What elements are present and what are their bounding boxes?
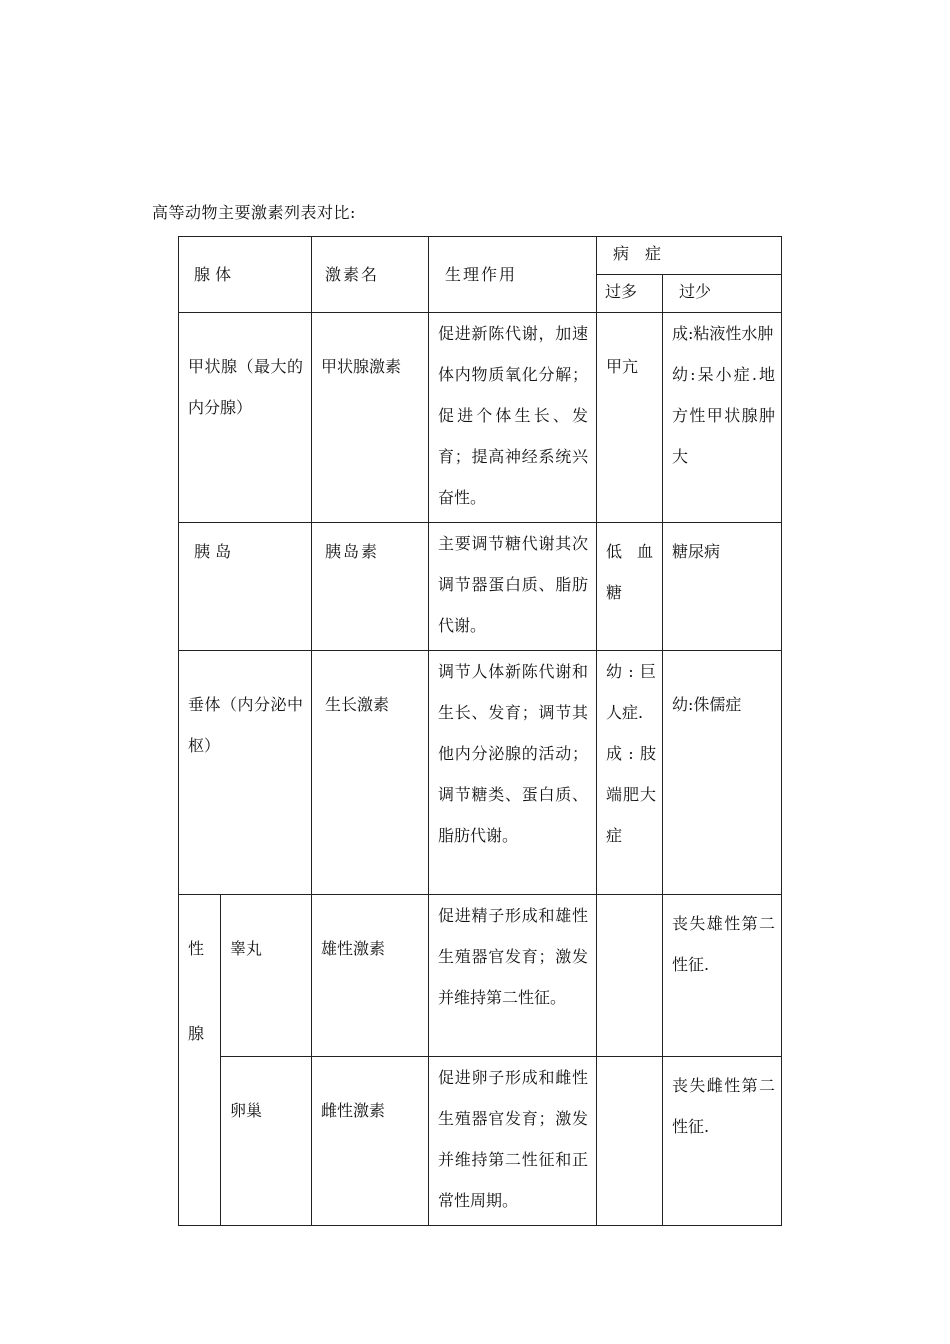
- islet-excess: 低血糖: [606, 542, 658, 602]
- thyroid-excess-cell: [597, 313, 663, 523]
- gonad-group-char-2: 腺: [188, 1024, 205, 1043]
- testis-gland-cell: [221, 895, 312, 1057]
- ovary-function: 促进卵子形成和雌性生殖器官发育；激发并维持第二性征和正常性周期。: [438, 1068, 588, 1210]
- hormone-table: [178, 236, 782, 1226]
- header-deficiency-cell: [663, 275, 782, 313]
- islet-function: 主要调节糖代谢其次调节器蛋白质、脂肪代谢。: [438, 534, 588, 635]
- testis-excess-cell: [597, 895, 663, 1057]
- testis-excess: [597, 895, 662, 903]
- pituitary-gland: 垂体（内分泌中枢）: [188, 695, 303, 755]
- pituitary-function: 调节人体新陈代谢和生长、发育；调节其他内分泌腺的活动；调节糖类、蛋白质、脂肪代谢。: [438, 662, 588, 845]
- testis-function: 促进精子形成和雄性生殖器官发育；激发并维持第二性征。: [438, 906, 588, 1007]
- header-disease-cell: [597, 237, 782, 275]
- gonad-group-label: [179, 895, 220, 1058]
- thyroid-deficiency-child: 幼:呆小症.地方性甲状腺肿大: [672, 365, 776, 466]
- testis-hormone: 雄性激素: [321, 939, 386, 958]
- ovary-hormone: 雌性激素: [321, 1101, 386, 1120]
- thyroid-gland-cell: [179, 313, 312, 523]
- islet-gland-cell: [179, 523, 312, 651]
- thyroid-function: 促进新陈代谢，加速体内物质氧化分解；促进个体生长、发育；提高神经系统兴奋性。: [438, 324, 588, 507]
- thyroid-function-cell: [429, 313, 597, 523]
- thyroid-hormone-cell: [312, 313, 429, 523]
- thyroid-deficiency-cell: [663, 313, 782, 523]
- header-function: 生理作用: [445, 265, 518, 284]
- pituitary-deficiency: 幼:侏儒症: [672, 695, 742, 714]
- header-hormone-cell: [312, 237, 429, 313]
- ovary-deficiency-cell: [663, 1057, 782, 1226]
- thyroid-gland: 甲状腺（最大的内分腺）: [188, 357, 303, 417]
- pituitary-function-cell: [429, 651, 597, 895]
- islet-function-cell: [429, 523, 597, 651]
- thyroid-deficiency-adult: 成:粘液性水肿: [672, 324, 774, 343]
- table-row: [179, 313, 782, 523]
- testis-deficiency-cell: [663, 895, 782, 1057]
- pituitary-deficiency-cell: [663, 651, 782, 895]
- header-excess: 过多: [605, 282, 638, 301]
- ovary-deficiency: 丧失雌性第二性征.: [672, 1076, 776, 1136]
- thyroid-excess: 甲亢: [606, 357, 639, 376]
- header-row: [179, 237, 782, 275]
- pituitary-gland-cell: [179, 651, 312, 895]
- header-gland: 腺 体: [194, 265, 232, 284]
- document-title: 高等动物主要激素列表对比:: [152, 203, 356, 222]
- testis-hormone-cell: [312, 895, 429, 1057]
- pituitary-excess-child: 幼:巨人症.: [606, 662, 656, 722]
- header-disease: 病 症: [613, 244, 662, 263]
- ovary-gland: 卵巢: [230, 1101, 263, 1120]
- gonad-group-cell: [179, 895, 221, 1226]
- testis-gland: 睾丸: [230, 939, 263, 958]
- table-row: [179, 1057, 782, 1226]
- ovary-excess: [597, 1057, 662, 1065]
- islet-deficiency-cell: [663, 523, 782, 651]
- header-hormone: 激素名: [325, 265, 380, 284]
- header-gland-cell: [179, 237, 312, 313]
- ovary-excess-cell: [597, 1057, 663, 1226]
- islet-hormone: 胰岛素: [325, 542, 380, 561]
- islet-excess-cell: [597, 523, 663, 651]
- ovary-hormone-cell: [312, 1057, 429, 1226]
- header-deficiency: 过少: [679, 282, 712, 301]
- table-row: [179, 895, 782, 1057]
- testis-deficiency: 丧失雄性第二性征.: [672, 914, 776, 974]
- testis-function-cell: [429, 895, 597, 1057]
- islet-deficiency: 糖尿病: [672, 542, 721, 561]
- ovary-function-cell: [429, 1057, 597, 1226]
- header-excess-cell: [597, 275, 663, 313]
- islet-gland: 胰 岛: [194, 542, 232, 561]
- pituitary-excess: [597, 651, 662, 860]
- thyroid-hormone: 甲状腺激素: [321, 357, 402, 376]
- pituitary-hormone: 生长激素: [325, 695, 390, 714]
- thyroid-deficiency: [663, 313, 781, 481]
- islet-hormone-cell: [312, 523, 429, 651]
- table-row: [179, 523, 782, 651]
- table-row: [179, 651, 782, 895]
- pituitary-hormone-cell: [312, 651, 429, 895]
- pituitary-excess-cell: [597, 651, 663, 895]
- header-function-cell: [429, 237, 597, 313]
- ovary-gland-cell: [221, 1057, 312, 1226]
- pituitary-excess-adult: 成:肢端肥大症: [606, 744, 656, 845]
- gonad-group-char-1: 性: [188, 939, 205, 958]
